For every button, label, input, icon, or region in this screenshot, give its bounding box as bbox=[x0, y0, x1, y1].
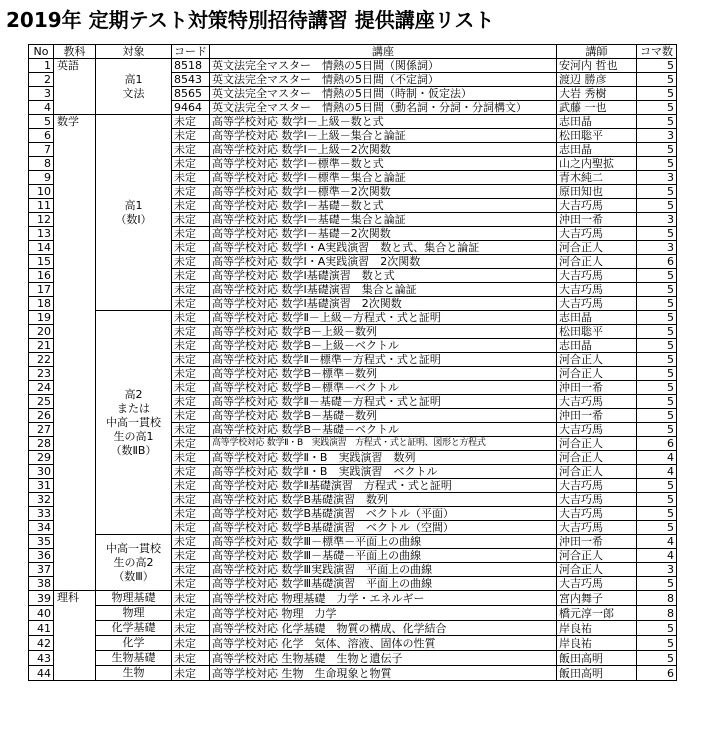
course-code: 未定 bbox=[172, 353, 210, 367]
koma-count: 5 bbox=[637, 479, 677, 493]
instructor-name: 橋元淳一郎 bbox=[557, 606, 637, 621]
koma-count: 3 bbox=[637, 129, 677, 143]
koma-count: 5 bbox=[637, 283, 677, 297]
row-no: 10 bbox=[29, 185, 54, 199]
course-code: 未定 bbox=[172, 283, 210, 297]
koma-count: 3 bbox=[637, 241, 677, 255]
row-no: 20 bbox=[29, 325, 54, 339]
row-no: 26 bbox=[29, 409, 54, 423]
course-code: 未定 bbox=[172, 621, 210, 636]
table-row bbox=[29, 606, 677, 621]
course-code: 未定 bbox=[172, 311, 210, 325]
instructor-name: 松田聡平 bbox=[557, 325, 637, 339]
course-name: 高等学校対応 数学Ⅰ－基礎－数と式 bbox=[210, 199, 557, 213]
course-name: 高等学校対応 数学Ⅰ－上級－数と式 bbox=[210, 115, 557, 129]
row-no: 24 bbox=[29, 381, 54, 395]
course-name: 高等学校対応 数学Ⅱ－標準－方程式・式と証明 bbox=[210, 353, 557, 367]
koma-count: 5 bbox=[637, 157, 677, 171]
header-subject: 教科 bbox=[54, 45, 96, 59]
instructor-name: 沖田一希 bbox=[557, 409, 637, 423]
course-name: 英文法完全マスター 情熱の5日間（不定詞） bbox=[210, 73, 557, 87]
course-code: 未定 bbox=[172, 549, 210, 563]
instructor-name: 武藤 一也 bbox=[557, 101, 637, 115]
header-row bbox=[29, 45, 677, 59]
instructor-name: 大吉巧馬 bbox=[557, 479, 637, 493]
course-list-table bbox=[28, 44, 677, 681]
instructor-name: 沖田一希 bbox=[557, 213, 637, 227]
instructor-name: 河合正人 bbox=[557, 465, 637, 479]
header-koma: コマ数 bbox=[637, 45, 677, 59]
instructor-name: 志田晶 bbox=[557, 339, 637, 353]
subject-cell: 英語 bbox=[54, 59, 96, 115]
instructor-name: 青木純二 bbox=[557, 171, 637, 185]
koma-count: 5 bbox=[637, 185, 677, 199]
course-code: 未定 bbox=[172, 185, 210, 199]
koma-count: 5 bbox=[637, 73, 677, 87]
row-no: 2 bbox=[29, 73, 54, 87]
instructor-name: 宮内舞子 bbox=[557, 591, 637, 606]
koma-count: 8 bbox=[637, 591, 677, 606]
row-no: 21 bbox=[29, 339, 54, 353]
course-code: 未定 bbox=[172, 521, 210, 535]
row-no: 19 bbox=[29, 311, 54, 325]
instructor-name: 大吉巧馬 bbox=[557, 199, 637, 213]
instructor-name: 大吉巧馬 bbox=[557, 297, 637, 311]
course-code: 未定 bbox=[172, 535, 210, 549]
instructor-name: 沖田一希 bbox=[557, 535, 637, 549]
instructor-name: 大吉巧馬 bbox=[557, 521, 637, 535]
course-name: 高等学校対応 数学Ⅰ－標準－数と式 bbox=[210, 157, 557, 171]
course-code: 8543 bbox=[172, 73, 210, 87]
instructor-name: 大吉巧馬 bbox=[557, 283, 637, 297]
instructor-name: 河合正人 bbox=[557, 563, 637, 577]
row-no: 1 bbox=[29, 59, 54, 73]
course-name: 高等学校対応 生物基礎 生物と遺伝子 bbox=[210, 651, 557, 666]
instructor-name: 山之内聖拡 bbox=[557, 157, 637, 171]
course-name: 英文法完全マスター 情熱の5日間（動名詞・分詞・分詞構文） bbox=[210, 101, 557, 115]
course-name: 英文法完全マスター 情熱の5日間（関係詞） bbox=[210, 59, 557, 73]
table-body bbox=[29, 59, 677, 681]
koma-count: 6 bbox=[637, 666, 677, 681]
instructor-name: 河合正人 bbox=[557, 353, 637, 367]
instructor-name: 大吉巧馬 bbox=[557, 227, 637, 241]
table-row bbox=[29, 115, 677, 129]
row-no: 27 bbox=[29, 423, 54, 437]
course-code: 未定 bbox=[172, 157, 210, 171]
instructor-name: 河合正人 bbox=[557, 367, 637, 381]
koma-count: 5 bbox=[637, 339, 677, 353]
course-code: 未定 bbox=[172, 395, 210, 409]
instructor-name: 河合正人 bbox=[557, 549, 637, 563]
koma-count: 5 bbox=[637, 395, 677, 409]
course-code: 未定 bbox=[172, 409, 210, 423]
course-name: 高等学校対応 数学Ⅰ・A実践演習 2次関数 bbox=[210, 255, 557, 269]
row-no: 15 bbox=[29, 255, 54, 269]
row-no: 4 bbox=[29, 101, 54, 115]
course-code: 未定 bbox=[172, 451, 210, 465]
course-code: 未定 bbox=[172, 651, 210, 666]
row-no: 17 bbox=[29, 283, 54, 297]
table-row bbox=[29, 651, 677, 666]
row-no: 31 bbox=[29, 479, 54, 493]
instructor-name: 大吉巧馬 bbox=[557, 395, 637, 409]
row-no: 22 bbox=[29, 353, 54, 367]
instructor-name: 大岩 秀樹 bbox=[557, 87, 637, 101]
target-cell: 化学基礎 bbox=[96, 621, 172, 636]
koma-count: 4 bbox=[637, 549, 677, 563]
course-name: 高等学校対応 数学Ⅰ－標準－集合と論証 bbox=[210, 171, 557, 185]
course-name: 高等学校対応 数学Ⅱ・B 実践演習 方程式・式と証明、図形と方程式 bbox=[210, 437, 557, 451]
target-cell: 物理 bbox=[96, 606, 172, 621]
course-code: 未定 bbox=[172, 325, 210, 339]
koma-count: 5 bbox=[637, 115, 677, 129]
koma-count: 5 bbox=[637, 199, 677, 213]
course-code: 未定 bbox=[172, 423, 210, 437]
row-no: 9 bbox=[29, 171, 54, 185]
table-row bbox=[29, 311, 677, 325]
instructor-name: 大吉巧馬 bbox=[557, 493, 637, 507]
course-name: 高等学校対応 数学Ⅱ基礎演習 方程式・式と証明 bbox=[210, 479, 557, 493]
koma-count: 5 bbox=[637, 59, 677, 73]
koma-count: 4 bbox=[637, 535, 677, 549]
course-name: 高等学校対応 生物 生命現象と物質 bbox=[210, 666, 557, 681]
table-row bbox=[29, 535, 677, 549]
koma-count: 5 bbox=[637, 353, 677, 367]
koma-count: 5 bbox=[637, 493, 677, 507]
instructor-name: 大吉巧馬 bbox=[557, 577, 637, 591]
course-name: 高等学校対応 数学Ⅲ－標準－平面上の曲線 bbox=[210, 535, 557, 549]
instructor-name: 河合正人 bbox=[557, 255, 637, 269]
row-no: 5 bbox=[29, 115, 54, 129]
koma-count: 5 bbox=[637, 423, 677, 437]
target-cell: 物理基礎 bbox=[96, 591, 172, 606]
koma-count: 6 bbox=[637, 255, 677, 269]
koma-count: 5 bbox=[637, 143, 677, 157]
course-name: 高等学校対応 数学Ⅰ基礎演習 集合と論証 bbox=[210, 283, 557, 297]
row-no: 44 bbox=[29, 666, 54, 681]
course-code: 未定 bbox=[172, 606, 210, 621]
header-instructor: 講師 bbox=[557, 45, 637, 59]
course-name: 高等学校対応 数学B－基礎－数列 bbox=[210, 409, 557, 423]
course-name: 高等学校対応 化学 気体、溶液、固体の性質 bbox=[210, 636, 557, 651]
course-name: 高等学校対応 物理 力学 bbox=[210, 606, 557, 621]
course-code: 未定 bbox=[172, 339, 210, 353]
row-no: 12 bbox=[29, 213, 54, 227]
koma-count: 4 bbox=[637, 451, 677, 465]
row-no: 25 bbox=[29, 395, 54, 409]
row-no: 40 bbox=[29, 606, 54, 621]
koma-count: 5 bbox=[637, 651, 677, 666]
row-no: 35 bbox=[29, 535, 54, 549]
course-name: 高等学校対応 化学基礎 物質の構成、化学結合 bbox=[210, 621, 557, 636]
koma-count: 5 bbox=[637, 311, 677, 325]
course-name: 英文法完全マスター 情熱の5日間（時制・仮定法） bbox=[210, 87, 557, 101]
course-name: 高等学校対応 数学Ⅰ基礎演習 2次関数 bbox=[210, 297, 557, 311]
koma-count: 5 bbox=[637, 227, 677, 241]
course-code: 未定 bbox=[172, 213, 210, 227]
koma-count: 5 bbox=[637, 507, 677, 521]
row-no: 6 bbox=[29, 129, 54, 143]
koma-count: 5 bbox=[637, 621, 677, 636]
instructor-name: 大吉巧馬 bbox=[557, 507, 637, 521]
course-name: 高等学校対応 数学Ⅰ基礎演習 数と式 bbox=[210, 269, 557, 283]
table-row bbox=[29, 636, 677, 651]
target-cell: 高2 または 中高一貫校 生の高1 （数ⅡB） bbox=[96, 311, 172, 535]
course-name: 高等学校対応 数学B基礎演習 数列 bbox=[210, 493, 557, 507]
instructor-name: 河合正人 bbox=[557, 437, 637, 451]
instructor-name: 河合正人 bbox=[557, 451, 637, 465]
row-no: 11 bbox=[29, 199, 54, 213]
course-name: 高等学校対応 物理基礎 力学・エネルギー bbox=[210, 591, 557, 606]
instructor-name: 渡辺 勝彦 bbox=[557, 73, 637, 87]
target-cell: 高1 文法 bbox=[96, 59, 172, 115]
koma-count: 5 bbox=[637, 409, 677, 423]
row-no: 32 bbox=[29, 493, 54, 507]
row-no: 13 bbox=[29, 227, 54, 241]
course-code: 未定 bbox=[172, 171, 210, 185]
row-no: 29 bbox=[29, 451, 54, 465]
row-no: 7 bbox=[29, 143, 54, 157]
course-code: 未定 bbox=[172, 479, 210, 493]
row-no: 8 bbox=[29, 157, 54, 171]
koma-count: 5 bbox=[637, 87, 677, 101]
subject-cell: 数学 bbox=[54, 115, 96, 591]
course-code: 未定 bbox=[172, 255, 210, 269]
target-cell: 高1 （数Ⅰ） bbox=[96, 115, 172, 311]
instructor-name: 志田晶 bbox=[557, 311, 637, 325]
koma-count: 5 bbox=[637, 325, 677, 339]
instructor-name: 飯田高明 bbox=[557, 666, 637, 681]
course-name: 高等学校対応 数学B－標準－ベクトル bbox=[210, 381, 557, 395]
subject-cell: 理科 bbox=[54, 591, 96, 681]
koma-count: 3 bbox=[637, 563, 677, 577]
course-code: 8518 bbox=[172, 59, 210, 73]
row-no: 23 bbox=[29, 367, 54, 381]
row-no: 43 bbox=[29, 651, 54, 666]
koma-count: 5 bbox=[637, 101, 677, 115]
row-no: 42 bbox=[29, 636, 54, 651]
row-no: 39 bbox=[29, 591, 54, 606]
course-code: 未定 bbox=[172, 129, 210, 143]
course-name: 高等学校対応 数学B－上級－数列 bbox=[210, 325, 557, 339]
course-name: 高等学校対応 数学Ⅲ－基礎－平面上の曲線 bbox=[210, 549, 557, 563]
course-name: 高等学校対応 数学Ⅱ・B 実践演習 数列 bbox=[210, 451, 557, 465]
instructor-name: 岸良祐 bbox=[557, 636, 637, 651]
row-no: 3 bbox=[29, 87, 54, 101]
instructor-name: 河合正人 bbox=[557, 241, 637, 255]
koma-count: 5 bbox=[637, 636, 677, 651]
row-no: 28 bbox=[29, 437, 54, 451]
table-row bbox=[29, 666, 677, 681]
instructor-name: 志田晶 bbox=[557, 115, 637, 129]
course-code: 未定 bbox=[172, 381, 210, 395]
table-row bbox=[29, 591, 677, 606]
koma-count: 5 bbox=[637, 297, 677, 311]
row-no: 38 bbox=[29, 577, 54, 591]
course-code: 9464 bbox=[172, 101, 210, 115]
header-no: No bbox=[29, 45, 54, 59]
course-name: 高等学校対応 数学Ⅰ－基礎－集合と論証 bbox=[210, 213, 557, 227]
course-name: 高等学校対応 数学B基礎演習 ベクトル（平面） bbox=[210, 507, 557, 521]
target-cell: 中高一貫校 生の高2 （数Ⅲ） bbox=[96, 535, 172, 591]
instructor-name: 安河内 哲也 bbox=[557, 59, 637, 73]
row-no: 30 bbox=[29, 465, 54, 479]
course-code: 未定 bbox=[172, 591, 210, 606]
course-code: 未定 bbox=[172, 563, 210, 577]
instructor-name: 大吉巧馬 bbox=[557, 423, 637, 437]
course-code: 未定 bbox=[172, 143, 210, 157]
header-course: 講座 bbox=[210, 45, 557, 59]
course-name: 高等学校対応 数学Ⅱ－基礎－方程式・式と証明 bbox=[210, 395, 557, 409]
koma-count: 8 bbox=[637, 606, 677, 621]
course-name: 高等学校対応 数学Ⅲ実践演習 平面上の曲線 bbox=[210, 563, 557, 577]
row-no: 41 bbox=[29, 621, 54, 636]
course-name: 高等学校対応 数学Ⅰ－上級－2次関数 bbox=[210, 143, 557, 157]
course-name: 高等学校対応 数学Ⅰ・A実践演習 数と式、集合と論証 bbox=[210, 241, 557, 255]
course-name: 高等学校対応 数学B－基礎－ベクトル bbox=[210, 423, 557, 437]
course-code: 未定 bbox=[172, 636, 210, 651]
page-title: 2019年 定期テスト対策特別招待講習 提供講座リスト bbox=[6, 8, 495, 32]
instructor-name: 大吉巧馬 bbox=[557, 269, 637, 283]
course-name: 高等学校対応 数学Ⅰ－上級－集合と論証 bbox=[210, 129, 557, 143]
instructor-name: 松田聡平 bbox=[557, 129, 637, 143]
koma-count: 3 bbox=[637, 171, 677, 185]
koma-count: 5 bbox=[637, 521, 677, 535]
course-code: 未定 bbox=[172, 507, 210, 521]
course-name: 高等学校対応 数学Ⅰ－基礎－2次関数 bbox=[210, 227, 557, 241]
course-name: 高等学校対応 数学B－標準－数列 bbox=[210, 367, 557, 381]
course-name: 高等学校対応 数学B基礎演習 ベクトル（空間） bbox=[210, 521, 557, 535]
course-name: 高等学校対応 数学Ⅱ－上級－方程式・式と証明 bbox=[210, 311, 557, 325]
course-code: 未定 bbox=[172, 666, 210, 681]
course-code: 未定 bbox=[172, 437, 210, 451]
course-code: 未定 bbox=[172, 199, 210, 213]
row-no: 36 bbox=[29, 549, 54, 563]
instructor-name: 岸良祐 bbox=[557, 621, 637, 636]
row-no: 16 bbox=[29, 269, 54, 283]
header-target: 対象 bbox=[96, 45, 172, 59]
header-code: コード bbox=[172, 45, 210, 59]
course-name: 高等学校対応 数学Ⅲ基礎演習 平面上の曲線 bbox=[210, 577, 557, 591]
koma-count: 4 bbox=[637, 465, 677, 479]
course-code: 未定 bbox=[172, 227, 210, 241]
course-code: 未定 bbox=[172, 367, 210, 381]
course-code: 未定 bbox=[172, 115, 210, 129]
koma-count: 5 bbox=[637, 367, 677, 381]
target-cell: 生物基礎 bbox=[96, 651, 172, 666]
course-code: 未定 bbox=[172, 577, 210, 591]
koma-count: 5 bbox=[637, 381, 677, 395]
instructor-name: 原田知也 bbox=[557, 185, 637, 199]
course-code: 未定 bbox=[172, 269, 210, 283]
instructor-name: 飯田高明 bbox=[557, 651, 637, 666]
row-no: 34 bbox=[29, 521, 54, 535]
koma-count: 5 bbox=[637, 269, 677, 283]
table-row bbox=[29, 59, 677, 73]
course-code: 未定 bbox=[172, 297, 210, 311]
target-cell: 生物 bbox=[96, 666, 172, 681]
target-cell: 化学 bbox=[96, 636, 172, 651]
course-code: 未定 bbox=[172, 493, 210, 507]
koma-count: 5 bbox=[637, 577, 677, 591]
course-code: 未定 bbox=[172, 465, 210, 479]
row-no: 14 bbox=[29, 241, 54, 255]
course-name: 高等学校対応 数学Ⅰ－標準－2次関数 bbox=[210, 185, 557, 199]
course-code: 8565 bbox=[172, 87, 210, 101]
instructor-name: 沖田一希 bbox=[557, 381, 637, 395]
table-row bbox=[29, 621, 677, 636]
course-name: 高等学校対応 数学B－上級－ベクトル bbox=[210, 339, 557, 353]
course-code: 未定 bbox=[172, 241, 210, 255]
course-name: 高等学校対応 数学Ⅱ・B 実践演習 ベクトル bbox=[210, 465, 557, 479]
instructor-name: 志田晶 bbox=[557, 143, 637, 157]
row-no: 33 bbox=[29, 507, 54, 521]
koma-count: 6 bbox=[637, 437, 677, 451]
koma-count: 3 bbox=[637, 213, 677, 227]
row-no: 18 bbox=[29, 297, 54, 311]
row-no: 37 bbox=[29, 563, 54, 577]
